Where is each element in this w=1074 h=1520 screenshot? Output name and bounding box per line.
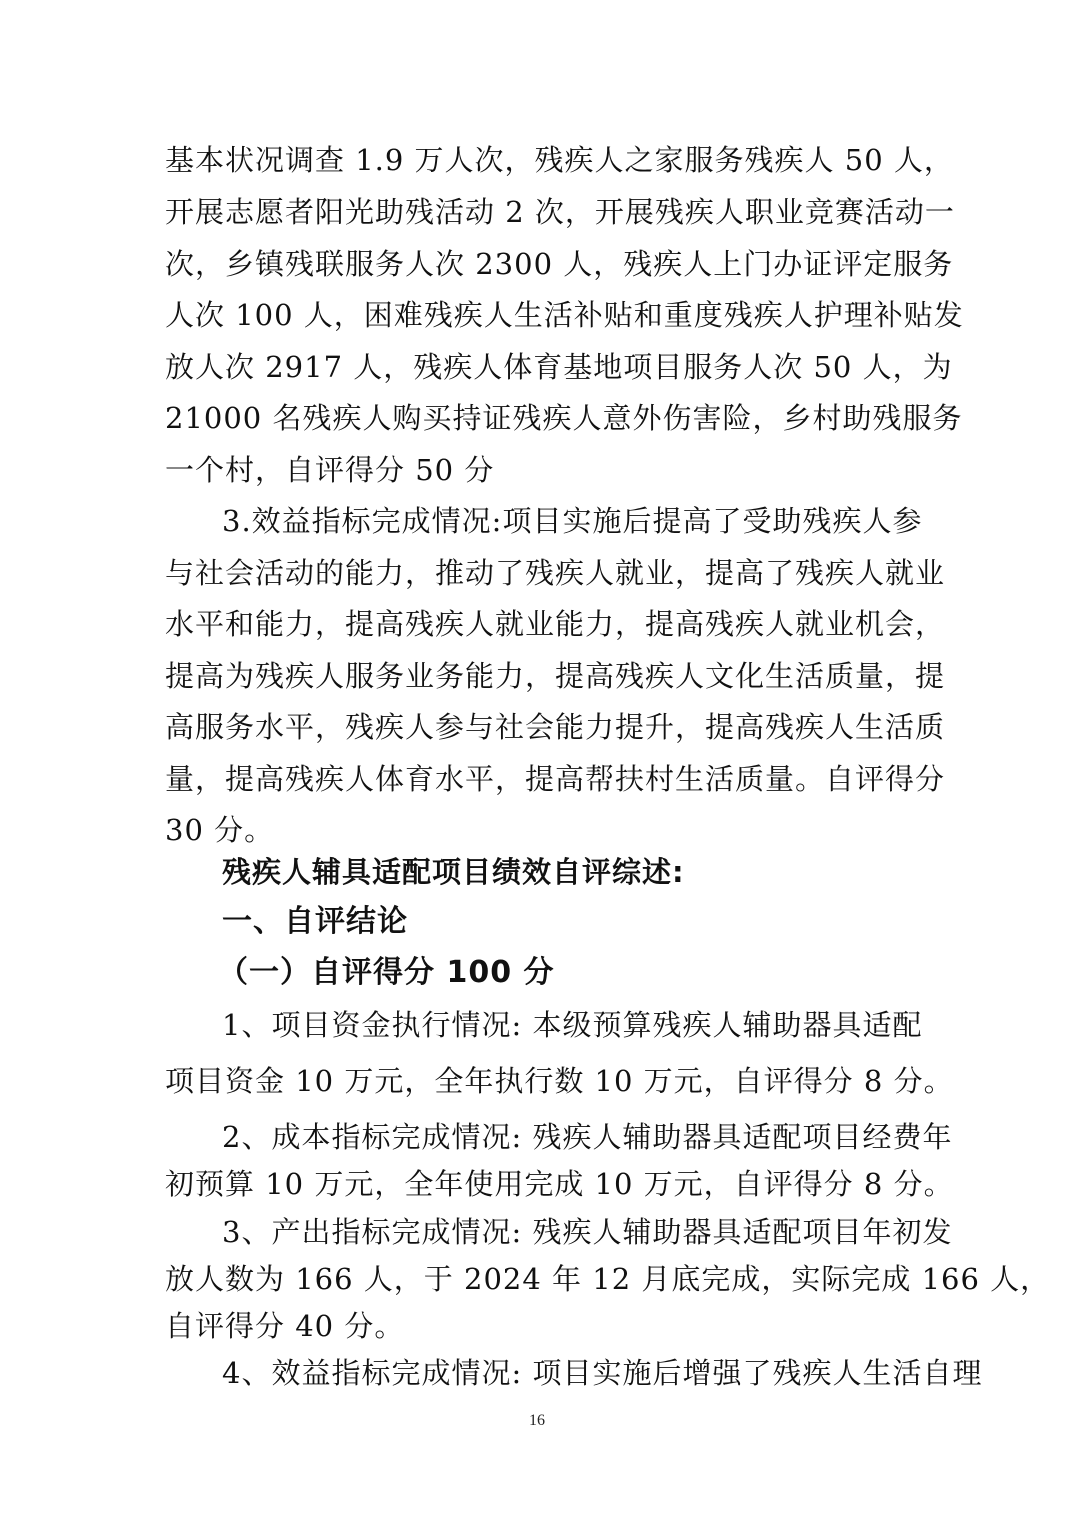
heading-level-1: 一、自评结论 <box>222 904 408 939</box>
section-title: 残疾人辅具适配项目绩效自评综述: <box>222 855 685 889</box>
text-line: 次，乡镇残联服务人次 2300 人，残疾人上门办证评定服务 <box>165 247 954 281</box>
text-line: 基本状况调查 1.9 万人次，残疾人之家服务残疾人 50 人， <box>165 143 954 177</box>
text-line: 21000 名残疾人购买持证残疾人意外伤害险，乡村助残服务 <box>165 401 963 435</box>
page-number: 16 <box>529 1412 545 1429</box>
text-line: 开展志愿者阳光助残活动 2 次，开展残疾人职业竞赛活动一 <box>165 195 955 229</box>
text-line: 水平和能力，提高残疾人就业能力，提高残疾人就业机会， <box>165 607 946 641</box>
text-line: 提高为残疾人服务业务能力，提高残疾人文化生活质量，提 <box>165 659 946 693</box>
text-line: 一个村，自评得分 50 分 <box>165 453 495 487</box>
text-line: 2、成本指标完成情况: 残疾人辅助器具适配项目经费年 <box>222 1120 953 1154</box>
text-line: 高服务水平，残疾人参与社会能力提升，提高残疾人生活质 <box>165 710 946 744</box>
text-line: 放人数为 166 人，于 2024 年 12 月底完成，实际完成 166 人， <box>165 1262 1051 1296</box>
text-line: 初预算 10 万元，全年使用完成 10 万元，自评得分 8 分。 <box>165 1167 954 1201</box>
text-line: 量，提高残疾人体育水平，提高帮扶村生活质量。自评得分 <box>165 762 946 796</box>
heading-level-2: （一）自评得分 100 分 <box>218 955 555 990</box>
text-line: 1、项目资金执行情况: 本级预算残疾人辅助器具适配 <box>222 1008 923 1042</box>
text-line: 3.效益指标完成情况:项目实施后提高了受助残疾人参 <box>222 504 923 538</box>
text-line: 自评得分 40 分。 <box>165 1309 405 1343</box>
text-line: 3、产出指标完成情况: 残疾人辅助器具适配项目年初发 <box>222 1215 953 1249</box>
text-line: 人次 100 人，困难残疾人生活补贴和重度残疾人护理补贴发 <box>165 298 964 332</box>
text-line: 30 分。 <box>165 813 275 847</box>
text-line: 与社会活动的能力，推动了残疾人就业，提高了残疾人就业 <box>165 556 946 590</box>
text-line: 放人次 2917 人，残疾人体育基地项目服务人次 50 人，为 <box>165 350 953 384</box>
text-line: 4、效益指标完成情况: 项目实施后增强了残疾人生活自理 <box>222 1356 983 1390</box>
text-line: 项目资金 10 万元，全年执行数 10 万元，自评得分 8 分。 <box>165 1064 954 1098</box>
